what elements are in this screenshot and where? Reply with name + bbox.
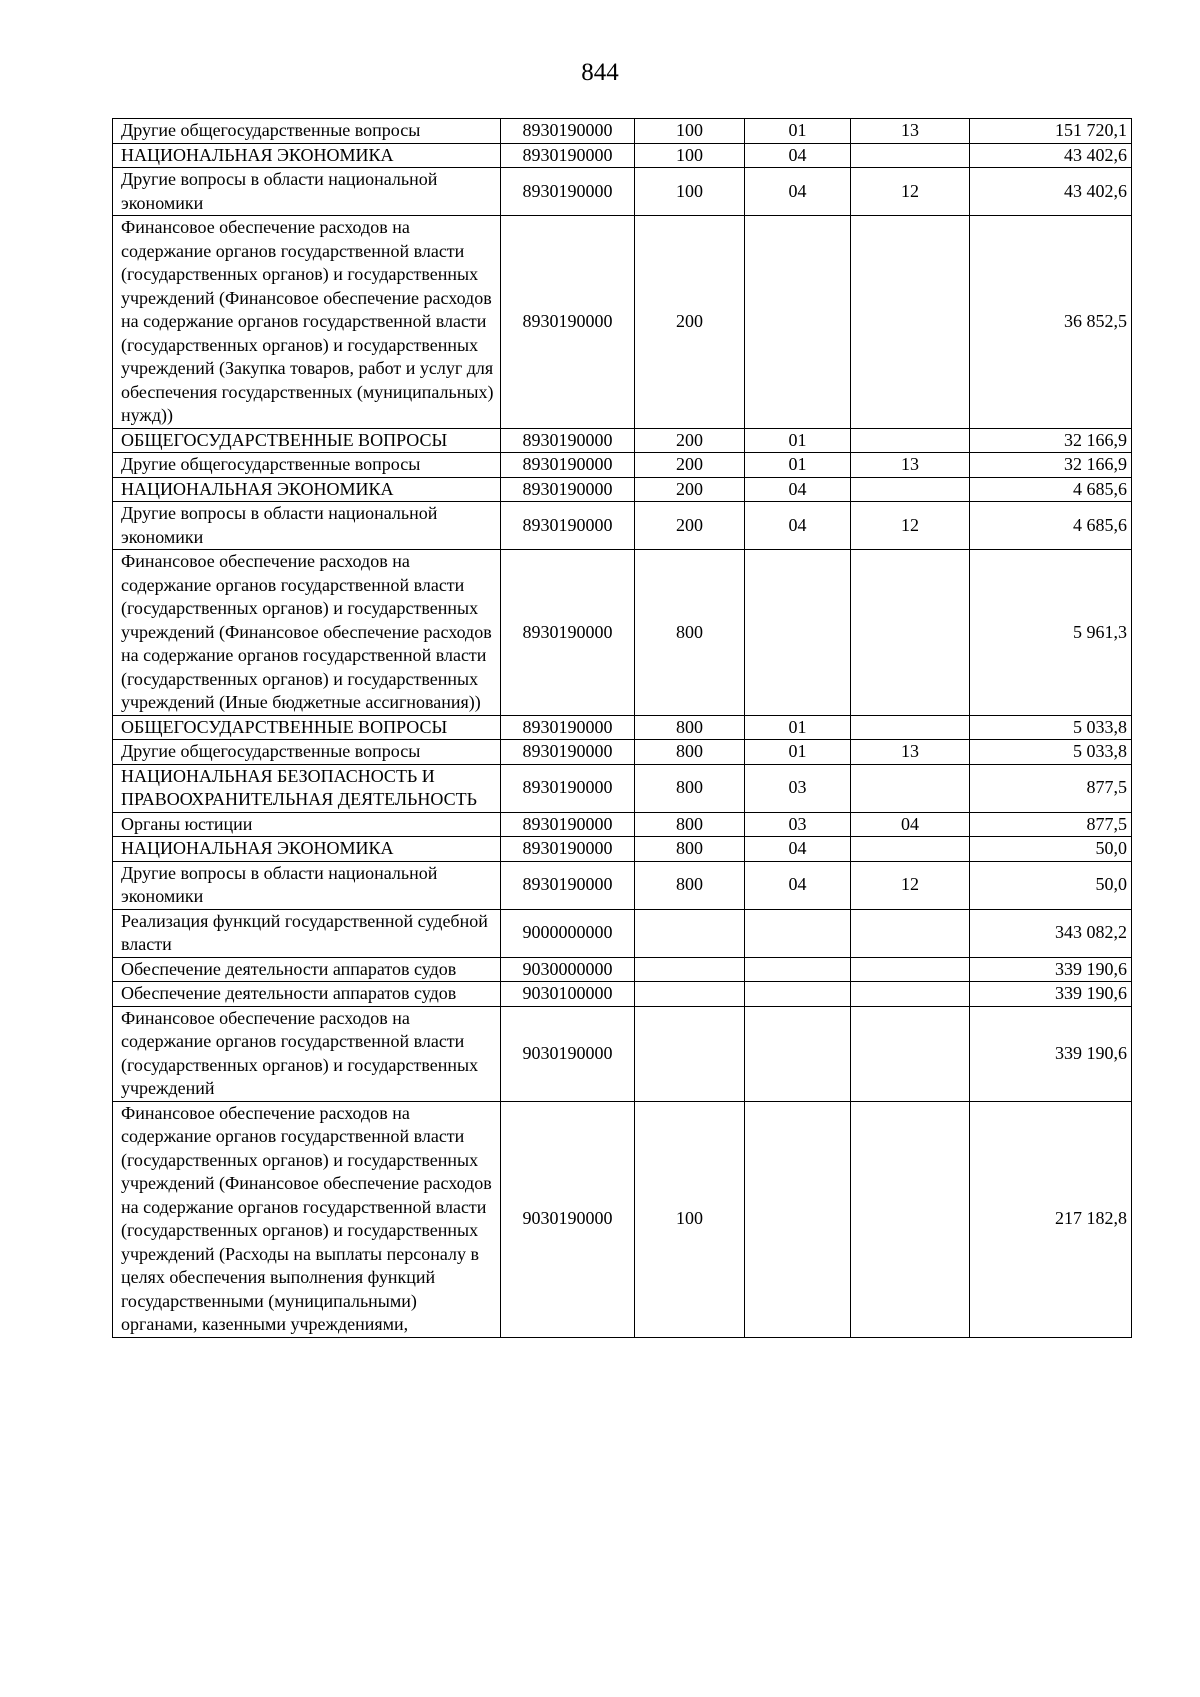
row-subsection-cell [851,428,970,453]
row-expense-type-cell [635,982,745,1007]
row-section-cell [745,550,851,716]
row-amount-cell: 151 720,1 [970,119,1132,144]
row-subsection-cell [851,764,970,812]
table-row [113,216,1132,429]
table-row [113,740,1132,765]
row-amount-cell: 36 852,5 [970,216,1132,429]
row-expense-type-cell: 800 [635,550,745,716]
row-section-cell: 04 [745,477,851,502]
row-section-cell: 01 [745,428,851,453]
row-expense-type-cell [635,909,745,957]
row-target-code-cell: 9030190000 [501,1006,635,1101]
row-amount-cell: 4 685,6 [970,502,1132,550]
row-section-cell: 01 [745,740,851,765]
row-expense-type-cell [635,1006,745,1101]
row-section-cell: 01 [745,119,851,144]
row-amount-cell: 343 082,2 [970,909,1132,957]
row-target-code-cell: 8930190000 [501,428,635,453]
row-target-code-cell: 8930190000 [501,715,635,740]
row-target-code-cell: 8930190000 [501,837,635,862]
row-name-cell: НАЦИОНАЛЬНАЯ ЭКОНОМИКА [113,143,501,168]
row-subsection-cell [851,982,970,1007]
row-expense-type-cell: 200 [635,216,745,429]
row-subsection-cell: 13 [851,740,970,765]
row-subsection-cell: 04 [851,812,970,837]
row-target-code-cell: 8930190000 [501,861,635,909]
row-expense-type-cell: 100 [635,168,745,216]
row-amount-cell: 50,0 [970,861,1132,909]
row-name-cell: Финансовое обеспечение расходов на содержание органов государственной власти (государственных органов) и государственных учреждений (Финансовое обеспечение расходов на содержание органов государственной власти (государственных органов) и государственных учреждений (Иные бюджетные ассигнования)) [113,550,501,716]
table-row [113,428,1132,453]
row-name-cell: Другие вопросы в области национальной экономики [113,168,501,216]
row-name-cell: Органы юстиции [113,812,501,837]
row-section-cell: 04 [745,168,851,216]
row-expense-type-cell: 200 [635,453,745,478]
row-name-cell: НАЦИОНАЛЬНАЯ ЭКОНОМИКА [113,477,501,502]
row-amount-cell: 877,5 [970,764,1132,812]
row-expense-type-cell: 100 [635,1101,745,1337]
row-subsection-cell [851,550,970,716]
budget-table [112,118,1132,1338]
row-expense-type-cell: 800 [635,861,745,909]
row-subsection-cell [851,216,970,429]
row-target-code-cell: 8930190000 [501,812,635,837]
row-section-cell [745,1101,851,1337]
row-amount-cell: 32 166,9 [970,453,1132,478]
row-target-code-cell: 8930190000 [501,119,635,144]
row-expense-type-cell: 800 [635,715,745,740]
row-section-cell [745,909,851,957]
row-subsection-cell [851,1006,970,1101]
row-amount-cell: 43 402,6 [970,143,1132,168]
row-target-code-cell: 8930190000 [501,740,635,765]
row-target-code-cell: 9030190000 [501,1101,635,1337]
row-section-cell: 04 [745,861,851,909]
row-amount-cell: 5 033,8 [970,715,1132,740]
row-target-code-cell: 8930190000 [501,216,635,429]
row-section-cell [745,957,851,982]
row-subsection-cell [851,477,970,502]
row-target-code-cell: 9030100000 [501,982,635,1007]
row-name-cell: Реализация функций государственной судебной власти [113,909,501,957]
row-amount-cell: 339 190,6 [970,957,1132,982]
row-target-code-cell: 8930190000 [501,143,635,168]
row-target-code-cell: 8930190000 [501,477,635,502]
row-section-cell: 01 [745,453,851,478]
row-subsection-cell: 12 [851,861,970,909]
row-expense-type-cell: 200 [635,502,745,550]
row-section-cell: 01 [745,715,851,740]
row-subsection-cell [851,957,970,982]
row-expense-type-cell [635,957,745,982]
row-amount-cell: 5 961,3 [970,550,1132,716]
table-row [113,477,1132,502]
row-subsection-cell: 12 [851,168,970,216]
row-name-cell: Финансовое обеспечение расходов на содержание органов государственной власти (государственных органов) и государственных учреждений (Финансовое обеспечение расходов на содержание органов государственной власти (государственных органов) и государственных учреждений (Расходы на выплаты персоналу в целях обеспечения выполнения функций государственными (муниципальными) органами, казенными учреждениями, [113,1101,501,1337]
table-row [113,715,1132,740]
row-amount-cell: 877,5 [970,812,1132,837]
row-name-cell: ОБЩЕГОСУДАРСТВЕННЫЕ ВОПРОСЫ [113,428,501,453]
row-target-code-cell: 8930190000 [501,764,635,812]
row-amount-cell: 339 190,6 [970,982,1132,1007]
row-name-cell: Другие общегосударственные вопросы [113,740,501,765]
row-section-cell: 03 [745,812,851,837]
row-amount-cell: 5 033,8 [970,740,1132,765]
row-section-cell: 03 [745,764,851,812]
row-expense-type-cell: 800 [635,740,745,765]
table-row [113,909,1132,957]
row-name-cell: Другие общегосударственные вопросы [113,119,501,144]
row-section-cell [745,982,851,1007]
table-row [113,168,1132,216]
table-row [113,1101,1132,1337]
row-expense-type-cell: 200 [635,477,745,502]
table-row [113,1006,1132,1101]
row-target-code-cell: 9030000000 [501,957,635,982]
row-name-cell: НАЦИОНАЛЬНАЯ ЭКОНОМИКА [113,837,501,862]
row-expense-type-cell: 100 [635,143,745,168]
row-subsection-cell: 12 [851,502,970,550]
table-row [113,119,1132,144]
table-row [113,550,1132,716]
row-name-cell: ОБЩЕГОСУДАРСТВЕННЫЕ ВОПРОСЫ [113,715,501,740]
row-name-cell: Финансовое обеспечение расходов на содержание органов государственной власти (государственных органов) и государственных учреждений (Финансовое обеспечение расходов на содержание органов государственной власти (государственных органов) и государственных учреждений (Закупка товаров, работ и услуг для обеспечения государственных (муниципальных) нужд)) [113,216,501,429]
row-name-cell: Финансовое обеспечение расходов на содержание органов государственной власти (государственных органов) и государственных учреждений [113,1006,501,1101]
row-target-code-cell: 8930190000 [501,550,635,716]
row-amount-cell: 43 402,6 [970,168,1132,216]
page-number: 844 [581,59,619,86]
row-subsection-cell: 13 [851,119,970,144]
table-row [113,837,1132,862]
table-row [113,143,1132,168]
row-amount-cell: 50,0 [970,837,1132,862]
budget-table-body [113,119,1132,1338]
row-subsection-cell: 13 [851,453,970,478]
row-subsection-cell [851,715,970,740]
row-subsection-cell [851,837,970,862]
row-name-cell: Другие вопросы в области национальной экономики [113,861,501,909]
table-row [113,861,1132,909]
row-target-code-cell: 8930190000 [501,453,635,478]
row-expense-type-cell: 100 [635,119,745,144]
row-amount-cell: 339 190,6 [970,1006,1132,1101]
table-row [113,502,1132,550]
table-row [113,957,1132,982]
row-subsection-cell [851,143,970,168]
row-subsection-cell [851,909,970,957]
row-expense-type-cell: 800 [635,764,745,812]
row-section-cell [745,1006,851,1101]
row-name-cell: Обеспечение деятельности аппаратов судов [113,957,501,982]
row-name-cell: НАЦИОНАЛЬНАЯ БЕЗОПАСНОСТЬ И ПРАВООХРАНИТЕЛЬНАЯ ДЕЯТЕЛЬНОСТЬ [113,764,501,812]
row-expense-type-cell: 800 [635,812,745,837]
row-amount-cell: 32 166,9 [970,428,1132,453]
row-expense-type-cell: 200 [635,428,745,453]
row-amount-cell: 217 182,8 [970,1101,1132,1337]
row-section-cell: 04 [745,502,851,550]
row-section-cell [745,216,851,429]
row-section-cell: 04 [745,143,851,168]
row-section-cell: 04 [745,837,851,862]
row-subsection-cell [851,1101,970,1337]
table-row [113,982,1132,1007]
row-name-cell: Другие вопросы в области национальной экономики [113,502,501,550]
row-target-code-cell: 8930190000 [501,168,635,216]
row-target-code-cell: 8930190000 [501,502,635,550]
row-expense-type-cell: 800 [635,837,745,862]
row-name-cell: Другие общегосударственные вопросы [113,453,501,478]
table-row [113,453,1132,478]
table-row [113,764,1132,812]
row-name-cell: Обеспечение деятельности аппаратов судов [113,982,501,1007]
row-target-code-cell: 9000000000 [501,909,635,957]
row-amount-cell: 4 685,6 [970,477,1132,502]
table-row [113,812,1132,837]
